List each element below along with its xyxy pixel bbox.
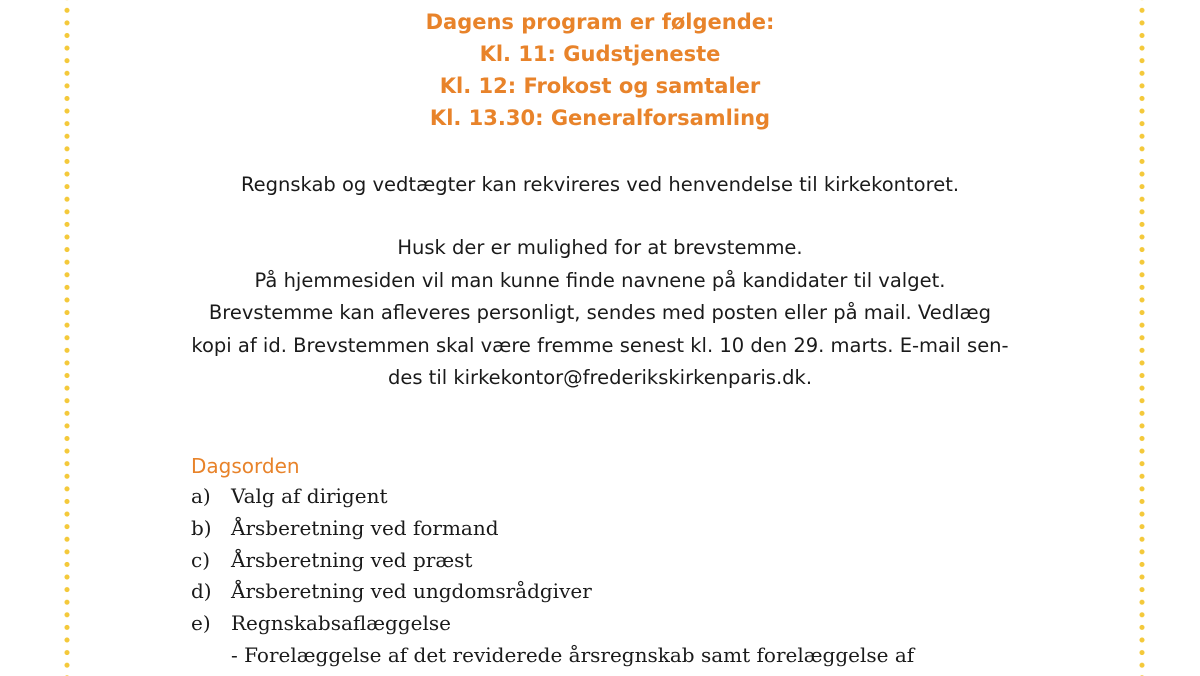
agenda-item-text: Årsberetning ved ungdomsrådgiver	[231, 579, 592, 604]
paragraph-line: På hjemmesiden vil man kunne finde navnene på kandidater til valget.	[254, 268, 946, 292]
agenda-item-letter: c)	[191, 547, 211, 572]
agenda-item-letter: a)	[191, 484, 211, 508]
program-section	[0, 6, 1200, 134]
program-line: Kl. 11: Gudstjeneste	[479, 42, 721, 66]
agenda-item-letter: d)	[191, 579, 212, 604]
paragraph-line: kopi af id. Brevstemmen skal være fremme senest kl. 10 den 29. marts. E-mail sen-	[191, 333, 1009, 357]
agenda-subitem: - Forelæggelse af det reviderede årsregnskab samt forelæggelse af	[231, 642, 915, 667]
agenda-item	[191, 576, 914, 608]
agenda-item-text: Årsberetning ved formand	[231, 515, 499, 540]
program-line: Kl. 13.30: Generalforsamling	[429, 106, 771, 130]
postal-vote-paragraph	[80, 232, 1120, 395]
agenda-item	[191, 545, 914, 577]
agenda-item-text: Årsberetning ved præst	[231, 547, 473, 572]
accounts-paragraph	[80, 169, 1120, 202]
program-heading: Dagens program er følgende:	[425, 10, 775, 34]
agenda-item-letter: e)	[191, 611, 211, 636]
agenda-item	[191, 513, 914, 545]
paragraph-line: Regnskab og vedtægter kan rekvireres ved henvendelse til kirkekontoret.	[240, 173, 960, 196]
agenda-title: Dagsorden	[191, 454, 300, 478]
paragraph-line: Husk der er mulighed for at brevstemme.	[397, 236, 803, 259]
agenda-item	[191, 608, 914, 640]
paragraph-line: Brevstemme kan afleveres personligt, sendes med posten eller på mail. Vedlæg	[208, 301, 992, 324]
agenda-item-text: Regnskabsaflæggelse	[231, 611, 451, 636]
program-line: Kl. 12: Frokost og samtaler	[439, 74, 761, 98]
agenda-item-letter: b)	[191, 515, 212, 540]
agenda-list	[191, 481, 914, 672]
agenda-item-text: Valg af dirigent	[231, 484, 388, 508]
paragraph-line: des til kirkekontor@frederikskirkenparis.dk.	[387, 366, 813, 389]
agenda-item	[191, 481, 914, 513]
